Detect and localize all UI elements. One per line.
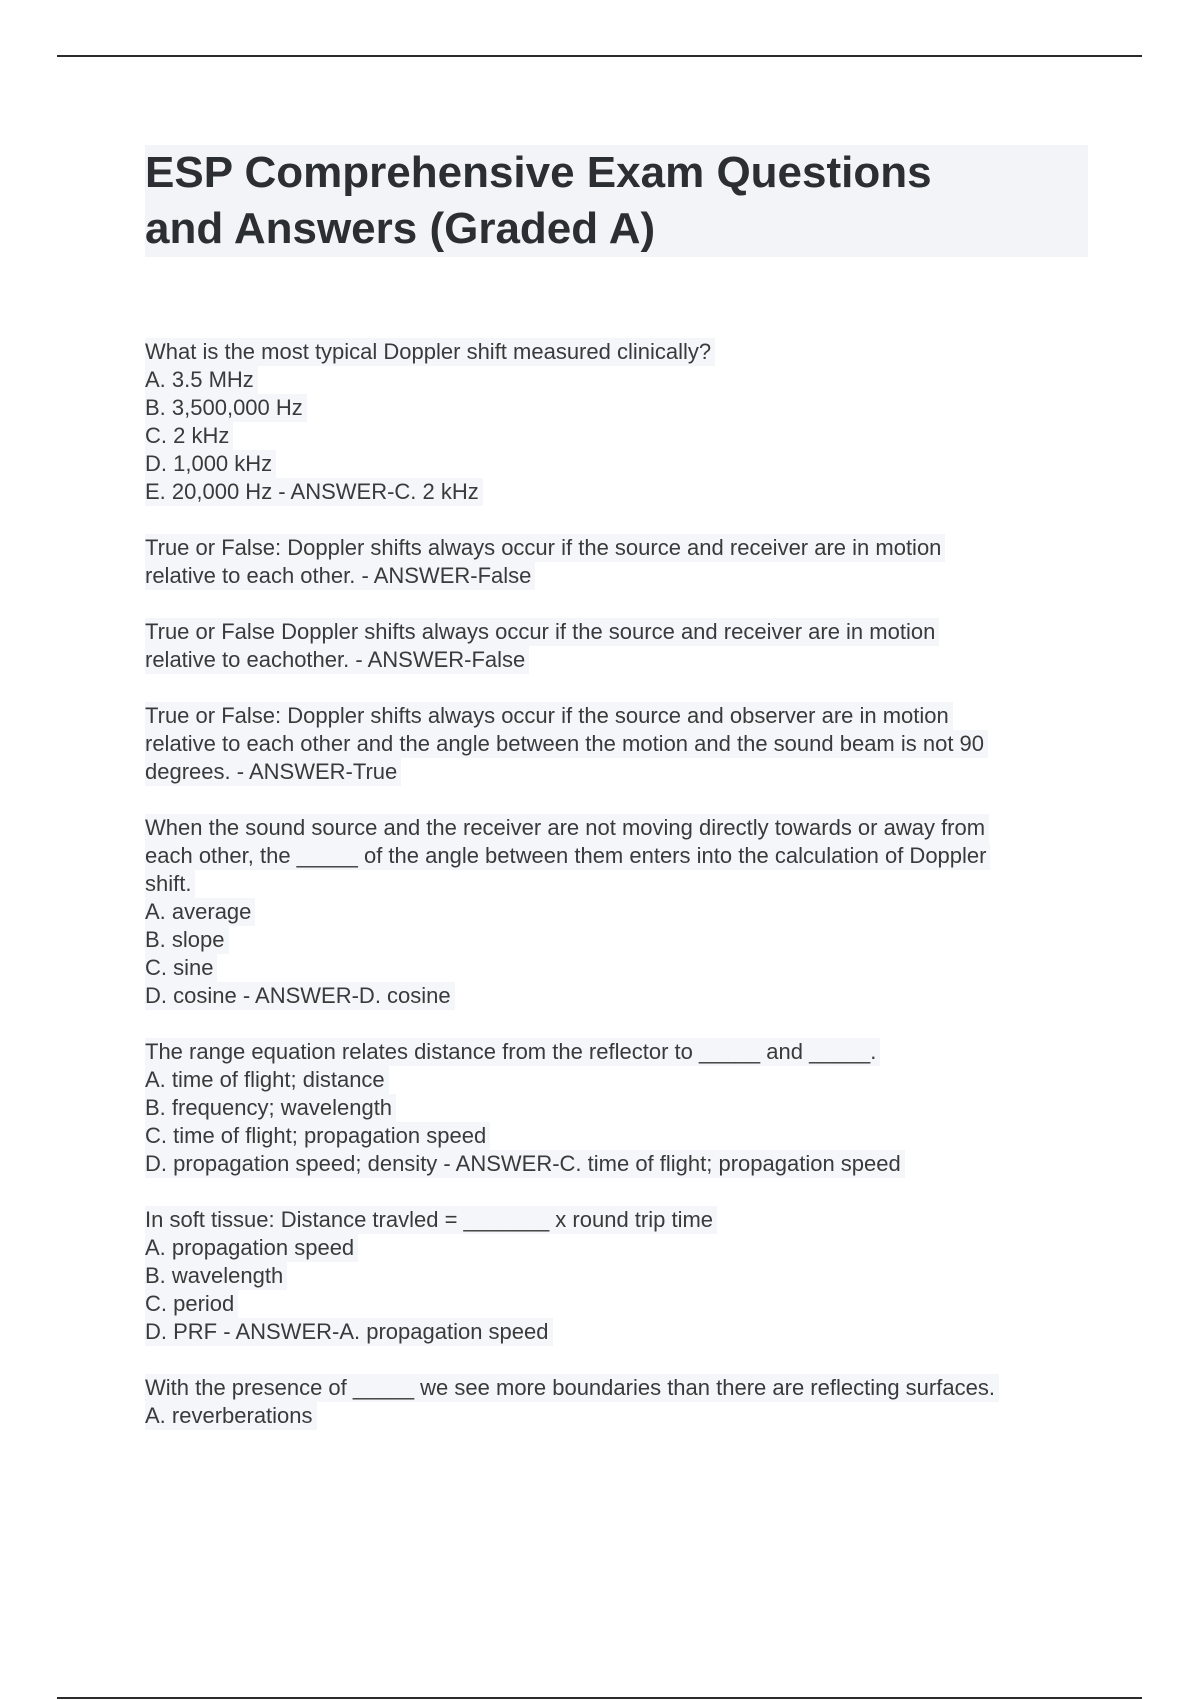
qa-line: A. average (145, 898, 255, 926)
qa-line: B. wavelength (145, 1262, 287, 1290)
question-line: What is the most typical Doppler shift measured clinically? (145, 338, 715, 366)
qa-line: B. 3,500,000 Hz (145, 394, 307, 422)
qa-item (145, 1206, 1075, 1346)
qa-line: A. reverberations (145, 1402, 317, 1430)
qa-line: B. slope (145, 926, 229, 954)
document-title (145, 145, 1088, 257)
question-line: True or False Doppler shifts always occur if the source and receiver are in motion (145, 618, 939, 646)
qa-line: relative to each other and the angle between the motion and the sound beam is not 90 (145, 730, 988, 758)
qa-line: C. time of flight; propagation speed (145, 1122, 490, 1150)
qa-line: D. PRF - ANSWER-A. propagation speed (145, 1318, 553, 1346)
qa-line: D. cosine - ANSWER-D. cosine (145, 982, 455, 1010)
qa-line: relative to eachother. - ANSWER-False (145, 646, 529, 674)
qa-item (145, 814, 1075, 1010)
qa-line: C. period (145, 1290, 238, 1318)
qa-line: A. 3.5 MHz (145, 366, 258, 394)
title-line-1: ESP Comprehensive Exam Questions (145, 148, 932, 197)
question-line: The range equation relates distance from the reflector to _____ and _____. (145, 1038, 880, 1066)
qa-line: A. propagation speed (145, 1234, 358, 1262)
qa-item (145, 1374, 1075, 1430)
question-line: In soft tissue: Distance travled = _______ x round trip time (145, 1206, 717, 1234)
question-line: With the presence of _____ we see more boundaries than there are reflecting surfaces. (145, 1374, 999, 1402)
qa-line: C. sine (145, 954, 217, 982)
qa-line: C. 2 kHz (145, 422, 233, 450)
qa-item (145, 534, 1075, 590)
qa-line: each other, the _____ of the angle between them enters into the calculation of Doppler (145, 842, 990, 870)
qa-list (145, 338, 1075, 1458)
qa-line: E. 20,000 Hz - ANSWER-C. 2 kHz (145, 478, 483, 506)
qa-line: D. 1,000 kHz (145, 450, 276, 478)
question-line: True or False: Doppler shifts always occur if the source and receiver are in motion (145, 534, 945, 562)
qa-item (145, 702, 1075, 786)
qa-line: relative to each other. - ANSWER-False (145, 562, 535, 590)
question-line: When the sound source and the receiver are not moving directly towards or away from (145, 814, 989, 842)
qa-line: D. propagation speed; density - ANSWER-C. time of flight; propagation speed (145, 1150, 905, 1178)
qa-line: B. frequency; wavelength (145, 1094, 396, 1122)
top-rule (57, 55, 1142, 57)
question-line: True or False: Doppler shifts always occur if the source and observer are in motion (145, 702, 953, 730)
bottom-rule (57, 1697, 1142, 1699)
qa-line: degrees. - ANSWER-True (145, 758, 401, 786)
qa-item (145, 1038, 1075, 1178)
qa-item (145, 338, 1075, 506)
qa-item (145, 618, 1075, 674)
title-line-2: and Answers (Graded A) (145, 204, 656, 253)
qa-line: shift. (145, 870, 195, 898)
qa-line: A. time of flight; distance (145, 1066, 389, 1094)
